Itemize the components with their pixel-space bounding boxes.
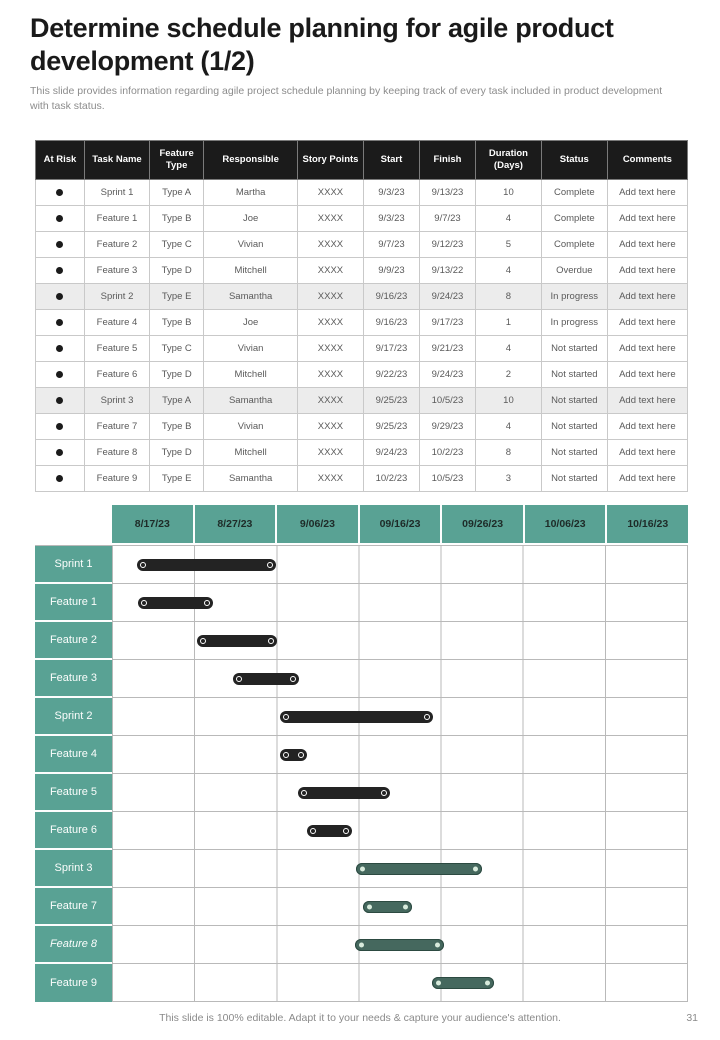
table-row: [36, 414, 688, 440]
status-cell: Not started: [541, 440, 607, 466]
gantt-bar: [197, 635, 277, 647]
story-points-cell: XXXX: [298, 206, 364, 232]
gantt-header: [35, 505, 688, 543]
gantt-row-label: Feature 9: [35, 964, 112, 1002]
table-row: [36, 336, 688, 362]
gantt-row-track: [112, 774, 688, 812]
feature-type-cell: Type D: [150, 258, 204, 284]
gantt-row-label: Feature 6: [35, 812, 112, 850]
gantt-date-header: 8/27/23: [193, 505, 276, 543]
gantt-row-track: [112, 698, 688, 736]
duration-cell: 2: [476, 362, 542, 388]
finish-cell: 9/17/23: [419, 310, 475, 336]
story-points-cell: XXXX: [298, 284, 364, 310]
status-cell: Not started: [541, 362, 607, 388]
gantt-body: [35, 545, 688, 1002]
gantt-row-label: Feature 5: [35, 774, 112, 812]
gantt-row: [35, 698, 688, 736]
gantt-date-header: 10/06/23: [523, 505, 606, 543]
at-risk-dot: [56, 189, 63, 196]
story-points-cell: XXXX: [298, 388, 364, 414]
at-risk-cell: [36, 310, 85, 336]
gantt-row-label: Feature 7: [35, 888, 112, 926]
finish-cell: 10/5/23: [419, 388, 475, 414]
comments-cell: Add text here: [607, 180, 687, 206]
table-header-row: [36, 141, 688, 180]
column-header-task-name: Task Name: [84, 141, 149, 180]
at-risk-cell: [36, 232, 85, 258]
feature-type-cell: Type A: [150, 388, 204, 414]
at-risk-dot: [56, 397, 63, 404]
comments-cell: Add text here: [607, 206, 687, 232]
at-risk-dot: [56, 267, 63, 274]
gantt-row: [35, 850, 688, 888]
duration-cell: 5: [476, 232, 542, 258]
task-name-cell: Feature 4: [84, 310, 149, 336]
column-header-feature-type: Feature Type: [150, 141, 204, 180]
start-cell: 9/7/23: [363, 232, 419, 258]
gantt-bar: [280, 749, 307, 761]
table-row: [36, 466, 688, 492]
table-row: [36, 232, 688, 258]
responsible-cell: Mitchell: [204, 362, 298, 388]
comments-cell: Add text here: [607, 232, 687, 258]
feature-type-cell: Type E: [150, 284, 204, 310]
gantt-row: [35, 736, 688, 774]
duration-cell: 8: [476, 284, 542, 310]
duration-cell: 4: [476, 206, 542, 232]
at-risk-cell: [36, 362, 85, 388]
gantt-row-track: [112, 888, 688, 926]
finish-cell: 9/21/23: [419, 336, 475, 362]
at-risk-cell: [36, 388, 85, 414]
status-cell: In progress: [541, 310, 607, 336]
task-name-cell: Feature 3: [84, 258, 149, 284]
column-header-start: Start: [363, 141, 419, 180]
gantt-bar: [432, 977, 495, 989]
duration-cell: 4: [476, 336, 542, 362]
gantt-corner-cell: [35, 505, 112, 543]
column-header-responsible: Responsible: [204, 141, 298, 180]
gantt-row: [35, 812, 688, 850]
table-row: [36, 206, 688, 232]
gantt-bar: [280, 711, 433, 723]
story-points-cell: XXXX: [298, 232, 364, 258]
gantt-row: [35, 622, 688, 660]
finish-cell: 10/5/23: [419, 466, 475, 492]
responsible-cell: Joe: [204, 310, 298, 336]
gantt-bar: [233, 673, 300, 685]
start-cell: 9/24/23: [363, 440, 419, 466]
at-risk-dot: [56, 215, 63, 222]
page-title: Determine schedule planning for agile product development (1/2): [30, 13, 614, 77]
gantt-row-label: Sprint 3: [35, 850, 112, 888]
gantt-row-label: Sprint 2: [35, 698, 112, 736]
gantt-bar: [355, 939, 445, 951]
column-header-comments: Comments: [607, 141, 687, 180]
gantt-bar: [298, 787, 390, 799]
finish-cell: 9/24/23: [419, 362, 475, 388]
feature-type-cell: Type C: [150, 232, 204, 258]
gantt-bar: [137, 559, 277, 571]
status-cell: Not started: [541, 414, 607, 440]
comments-cell: Add text here: [607, 388, 687, 414]
task-name-cell: Feature 5: [84, 336, 149, 362]
gantt-row: [35, 888, 688, 926]
table-row: [36, 284, 688, 310]
table-row: [36, 440, 688, 466]
table-row: [36, 310, 688, 336]
gantt-row-track: [112, 964, 688, 1002]
responsible-cell: Vivian: [204, 232, 298, 258]
at-risk-dot: [56, 319, 63, 326]
feature-type-cell: Type E: [150, 466, 204, 492]
gantt-row-track: [112, 584, 688, 622]
finish-cell: 9/13/23: [419, 180, 475, 206]
gantt-row-label: Feature 3: [35, 660, 112, 698]
start-cell: 9/3/23: [363, 206, 419, 232]
feature-type-cell: Type C: [150, 336, 204, 362]
responsible-cell: Samantha: [204, 284, 298, 310]
column-header-finish: Finish: [419, 141, 475, 180]
finish-cell: 9/12/23: [419, 232, 475, 258]
responsible-cell: Vivian: [204, 336, 298, 362]
gantt-bar: [138, 597, 213, 609]
gantt-bar: [356, 863, 482, 875]
duration-cell: 10: [476, 180, 542, 206]
comments-cell: Add text here: [607, 336, 687, 362]
status-cell: Complete: [541, 232, 607, 258]
gantt-bar: [307, 825, 352, 837]
task-name-cell: Feature 6: [84, 362, 149, 388]
slide-footer: [0, 1012, 720, 1028]
at-risk-dot: [56, 293, 63, 300]
story-points-cell: XXXX: [298, 466, 364, 492]
gantt-row-track: [112, 660, 688, 698]
task-name-cell: Sprint 1: [84, 180, 149, 206]
task-name-cell: Feature 8: [84, 440, 149, 466]
comments-cell: Add text here: [607, 284, 687, 310]
gantt-row: [35, 660, 688, 698]
gantt-date-header: 10/16/23: [605, 505, 688, 543]
duration-cell: 3: [476, 466, 542, 492]
finish-cell: 10/2/23: [419, 440, 475, 466]
finish-cell: 9/29/23: [419, 414, 475, 440]
gantt-date-header: 09/26/23: [440, 505, 523, 543]
at-risk-dot: [56, 241, 63, 248]
finish-cell: 9/13/22: [419, 258, 475, 284]
table-row: [36, 362, 688, 388]
feature-type-cell: Type B: [150, 206, 204, 232]
comments-cell: Add text here: [607, 258, 687, 284]
gantt-row-track: [112, 736, 688, 774]
responsible-cell: Martha: [204, 180, 298, 206]
task-name-cell: Sprint 2: [84, 284, 149, 310]
gantt-bar: [363, 901, 412, 913]
story-points-cell: XXXX: [298, 362, 364, 388]
story-points-cell: XXXX: [298, 258, 364, 284]
responsible-cell: Vivian: [204, 414, 298, 440]
start-cell: 9/25/23: [363, 388, 419, 414]
duration-cell: 4: [476, 414, 542, 440]
status-cell: Not started: [541, 466, 607, 492]
comments-cell: Add text here: [607, 466, 687, 492]
column-header-story-points: Story Points: [298, 141, 364, 180]
gantt-row-label: Sprint 1: [35, 546, 112, 584]
feature-type-cell: Type B: [150, 310, 204, 336]
comments-cell: Add text here: [607, 414, 687, 440]
start-cell: 10/2/23: [363, 466, 419, 492]
status-cell: In progress: [541, 284, 607, 310]
feature-type-cell: Type B: [150, 414, 204, 440]
at-risk-cell: [36, 336, 85, 362]
gantt-row-label: Feature 2: [35, 622, 112, 660]
duration-cell: 1: [476, 310, 542, 336]
task-table: [35, 140, 688, 492]
at-risk-cell: [36, 180, 85, 206]
responsible-cell: Samantha: [204, 466, 298, 492]
gantt-row-label: Feature 4: [35, 736, 112, 774]
column-header-duration: Duration (Days): [476, 141, 542, 180]
gantt-row-track: [112, 812, 688, 850]
duration-cell: 8: [476, 440, 542, 466]
start-cell: 9/3/23: [363, 180, 419, 206]
footer-note: This slide is 100% editable. Adapt it to your needs & capture your audience's attention.: [159, 1012, 561, 1024]
finish-cell: 9/7/23: [419, 206, 475, 232]
task-name-cell: Feature 9: [84, 466, 149, 492]
gantt-row-track: [112, 546, 688, 584]
duration-cell: 10: [476, 388, 542, 414]
gantt-row: [35, 774, 688, 812]
gantt-row-label: Feature 1: [35, 584, 112, 622]
table-row: [36, 388, 688, 414]
table-row: [36, 258, 688, 284]
status-cell: Complete: [541, 206, 607, 232]
feature-type-cell: Type A: [150, 180, 204, 206]
at-risk-cell: [36, 258, 85, 284]
task-name-cell: Feature 1: [84, 206, 149, 232]
page-number: 31: [686, 1012, 698, 1024]
task-name-cell: Feature 7: [84, 414, 149, 440]
gantt-row: [35, 584, 688, 622]
responsible-cell: Mitchell: [204, 440, 298, 466]
gantt-date-header: 9/06/23: [275, 505, 358, 543]
duration-cell: 4: [476, 258, 542, 284]
start-cell: 9/17/23: [363, 336, 419, 362]
story-points-cell: XXXX: [298, 440, 364, 466]
slide-subtitle: This slide provides information regarding agile project schedule planning by keeping track of every task included in product development with task status.: [30, 85, 663, 112]
finish-cell: 9/24/23: [419, 284, 475, 310]
gantt-row-track: [112, 622, 688, 660]
task-name-cell: Sprint 3: [84, 388, 149, 414]
feature-type-cell: Type D: [150, 362, 204, 388]
responsible-cell: Joe: [204, 206, 298, 232]
start-cell: 9/16/23: [363, 284, 419, 310]
responsible-cell: Mitchell: [204, 258, 298, 284]
feature-type-cell: Type D: [150, 440, 204, 466]
at-risk-dot: [56, 449, 63, 456]
story-points-cell: XXXX: [298, 180, 364, 206]
status-cell: Not started: [541, 336, 607, 362]
gantt-row-track: [112, 926, 688, 964]
comments-cell: Add text here: [607, 310, 687, 336]
gantt-date-header: 8/17/23: [112, 505, 193, 543]
at-risk-cell: [36, 414, 85, 440]
gantt-row: [35, 926, 688, 964]
gantt-row: [35, 546, 688, 584]
story-points-cell: XXXX: [298, 414, 364, 440]
start-cell: 9/9/23: [363, 258, 419, 284]
start-cell: 9/16/23: [363, 310, 419, 336]
status-cell: Not started: [541, 388, 607, 414]
at-risk-dot: [56, 475, 63, 482]
gantt-chart: [35, 505, 688, 1002]
column-header-at-risk: At Risk: [36, 141, 85, 180]
table-row: [36, 180, 688, 206]
status-cell: Complete: [541, 180, 607, 206]
column-header-status: Status: [541, 141, 607, 180]
status-cell: Overdue: [541, 258, 607, 284]
gantt-row-track: [112, 850, 688, 888]
comments-cell: Add text here: [607, 362, 687, 388]
task-name-cell: Feature 2: [84, 232, 149, 258]
at-risk-dot: [56, 371, 63, 378]
at-risk-cell: [36, 206, 85, 232]
at-risk-cell: [36, 466, 85, 492]
at-risk-cell: [36, 284, 85, 310]
at-risk-dot: [56, 345, 63, 352]
gantt-date-header: 09/16/23: [358, 505, 441, 543]
responsible-cell: Samantha: [204, 388, 298, 414]
gantt-row: [35, 964, 688, 1002]
comments-cell: Add text here: [607, 440, 687, 466]
start-cell: 9/25/23: [363, 414, 419, 440]
at-risk-cell: [36, 440, 85, 466]
at-risk-dot: [56, 423, 63, 430]
story-points-cell: XXXX: [298, 310, 364, 336]
story-points-cell: XXXX: [298, 336, 364, 362]
start-cell: 9/22/23: [363, 362, 419, 388]
gantt-row-label: Feature 8: [35, 926, 112, 964]
